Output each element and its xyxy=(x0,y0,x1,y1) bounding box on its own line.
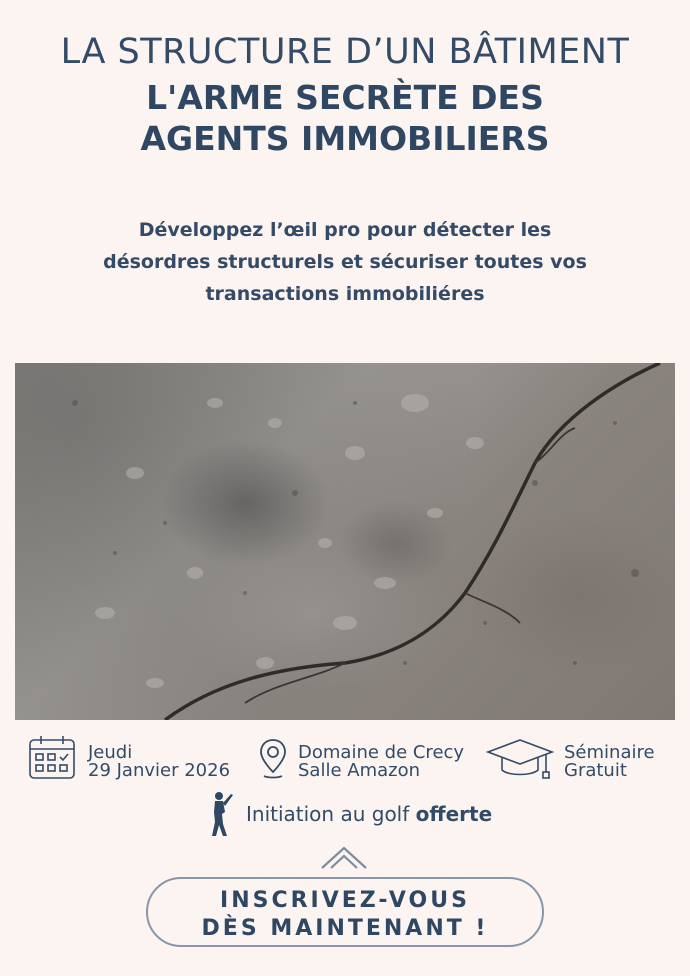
golfer-icon xyxy=(205,790,237,842)
event-date-day: Jeudi xyxy=(88,742,133,763)
register-button-line1: INSCRIVEZ-VOUS xyxy=(220,888,470,913)
register-button-line2: DÈS MAINTENANT ! xyxy=(201,916,489,941)
subtitle-line1: Développez l’œil pro pour détecter les xyxy=(138,219,552,241)
event-date: 29 Janvier 2026 xyxy=(88,760,231,781)
graduation-cap-icon xyxy=(486,738,554,784)
event-room: Salle Amazon xyxy=(298,760,421,781)
chevron-up-icon xyxy=(318,842,370,874)
golf-offer: Initiation au golf offerte xyxy=(246,802,493,826)
calendar-icon xyxy=(28,734,76,784)
page-title-bold-line2: AGENTS IMMOBILIERS xyxy=(140,119,550,158)
register-button[interactable] xyxy=(146,877,544,947)
page-title-bold-line1: L'ARME SECRÈTE DES xyxy=(146,78,544,117)
page-title: LA STRUCTURE D’UN BÂTIMENT xyxy=(60,32,630,72)
event-type: Séminaire xyxy=(564,742,655,763)
location-pin-icon xyxy=(258,738,288,784)
subtitle-line2: désordres structurels et sécuriser toutes vos xyxy=(103,251,587,273)
subtitle-line3: transactions immobiliéres xyxy=(205,283,485,305)
event-price: Gratuit xyxy=(564,760,627,781)
event-location: Domaine de Crecy xyxy=(298,742,465,763)
cracked-concrete-photo xyxy=(15,363,675,720)
